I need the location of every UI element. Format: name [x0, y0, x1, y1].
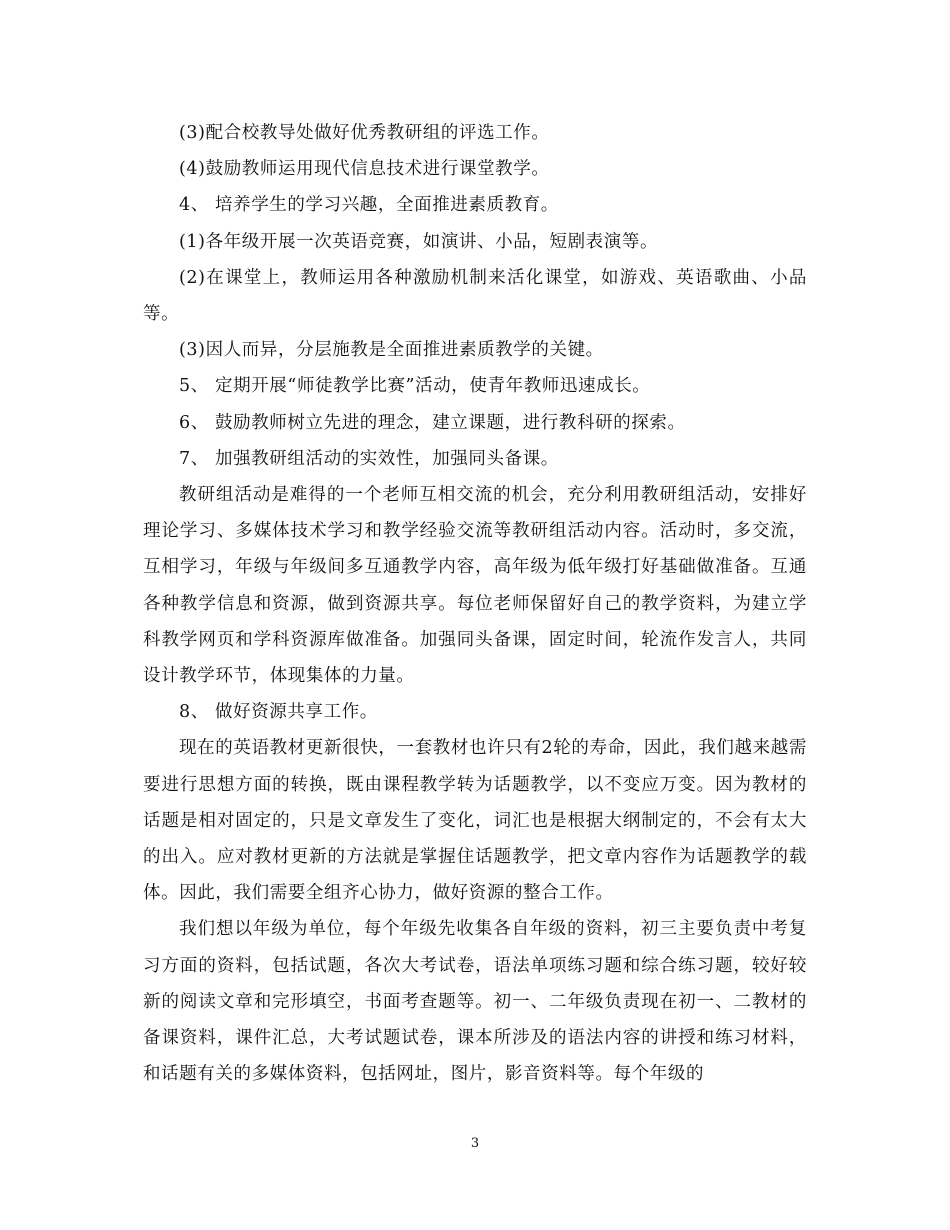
- paragraph: 6、 鼓励教师树立先进的理念，建立课题，进行教科研的探索。: [179, 412, 686, 433]
- body-text: [143, 115, 807, 1092]
- paragraph: (2)在课堂上，教师运用各种激励机制来活化课堂，如游戏、英语歌曲、小品等。: [143, 267, 807, 325]
- page-number: 3: [470, 1136, 480, 1151]
- paragraph: 教研组活动是难得的一个老师互相交流的机会，充分利用教研组活动，安排好理论学习、多媒体技术学习和教学经验交流等教研组活动内容。活动时，多交流，互相学习，年级与年级间多互通教学内容，高年级为低年级打好基础做准备。互通各种教学信息和资源，做到资源共享。每位老师保留好自己的教学资料，为建立学科教学网页和学科资源库做准备。加强同头备课，固定时间，轮流作发言人，共同设计教学环节，体现集体的力量。: [143, 485, 807, 687]
- paragraph: 现在的英语教材更新很快，一套教材也许只有2轮的寿命，因此，我们越来越需要进行思想方面的转换，既由课程教学转为话题教学，以不变应万变。因为教材的话题是相对固定的，只是文章发生了变化，词汇也是根据大纲制定的，不会有太大的出入。应对教材更新的方法就是掌握住话题教学，把文章内容作为话题教学的载体。因此，我们需要全组齐心协力，做好资源的整合工作。: [143, 738, 807, 904]
- paragraph: 5、 定期开展“师徒教学比赛”活动，使青年教师迅速成长。: [179, 376, 651, 397]
- paragraph: (1)各年级开展一次英语竞赛，如演讲、小品，短剧表演等。: [179, 231, 659, 252]
- paragraph: 我们想以年级为单位，每个年级先收集各自年级的资料，初三主要负责中考复习方面的资料，包括试题，各次大考试卷，语法单项练习题和综合练习题，较好较新的阅读文章和完形填空，书面考查题等。初一、二年级负责现在初一、二教材的备课资料，课件汇总，大考试题试卷，课本所涉及的语法内容的讲授和练习材料，和话题有关的多媒体资料，包括网址，图片，影音资料等。每个年级的: [143, 919, 807, 1085]
- paragraph: (3)配合校教导处做好优秀教研组的评选工作。: [179, 123, 550, 143]
- paragraph: 7、 加强教研组活动的实效性，加强同头备课。: [179, 448, 559, 469]
- paragraph: (4)鼓励教师运用现代信息技术进行课堂教学。: [179, 159, 550, 180]
- paragraph: 4、 培养学生的学习兴趣，全面推进素质教育。: [179, 195, 559, 216]
- paragraph: (3)因人而异，分层施教是全面推进素质教学的关键。: [179, 340, 604, 361]
- paragraph: 8、 做好资源共享工作。: [179, 702, 378, 723]
